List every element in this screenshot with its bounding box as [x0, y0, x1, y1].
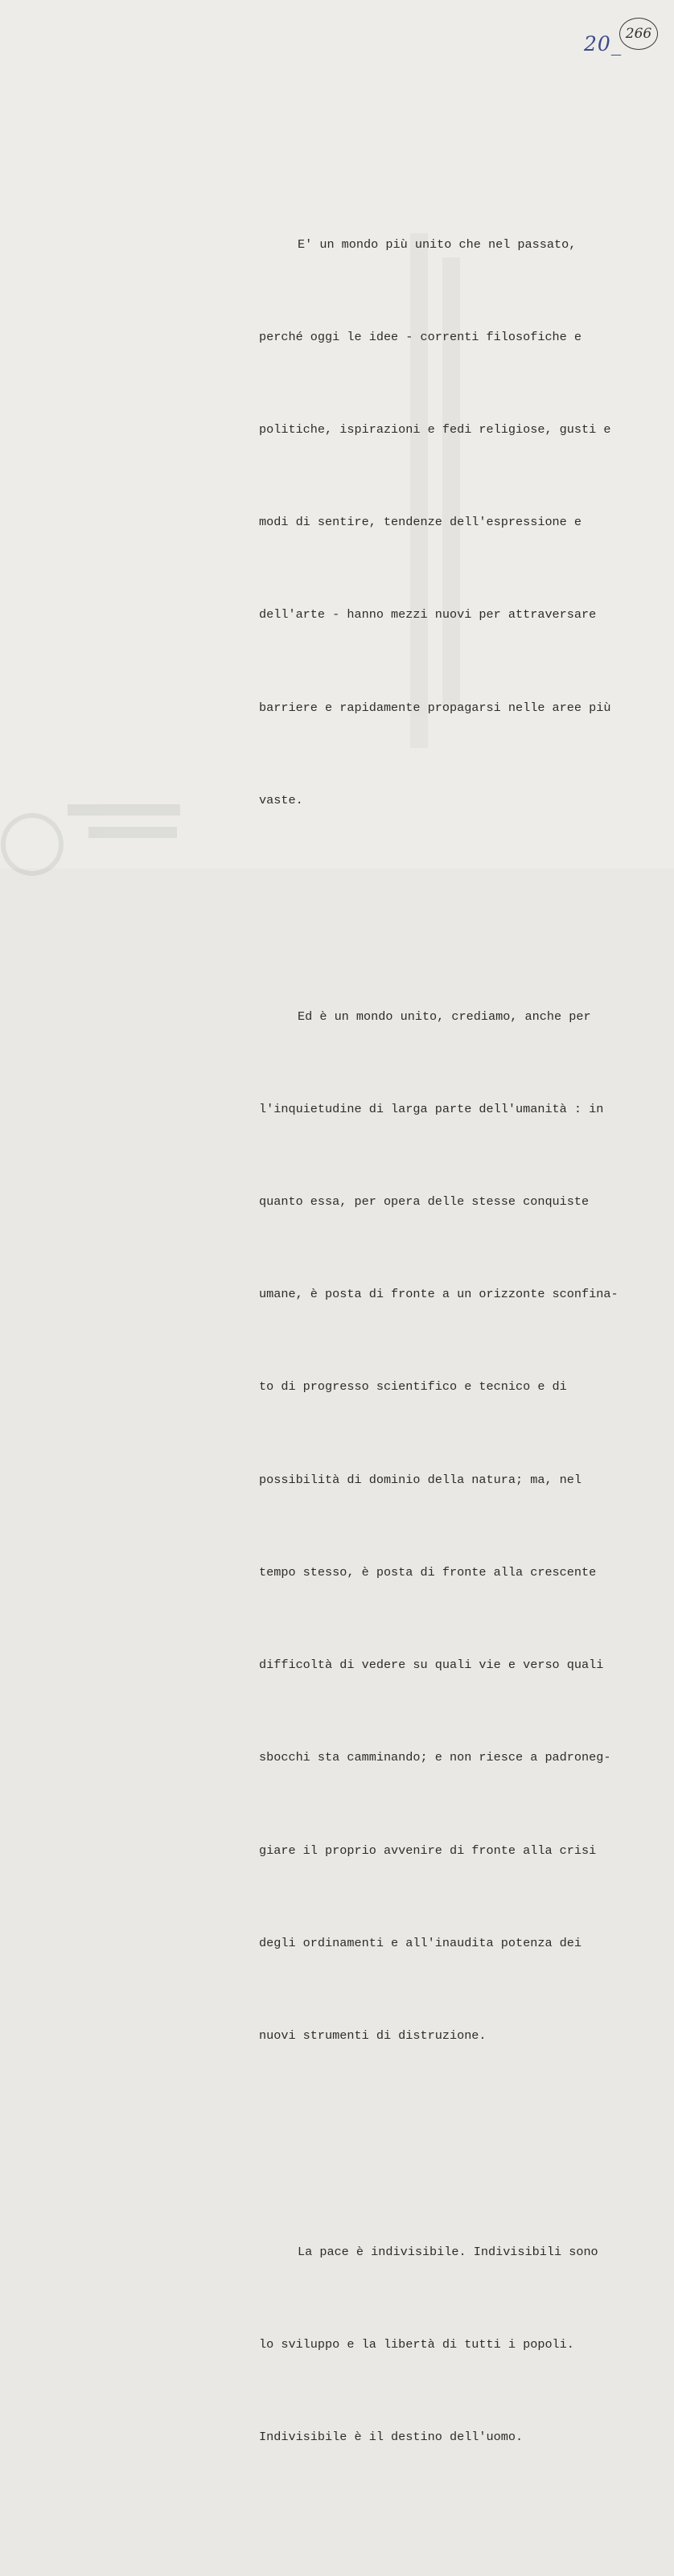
text-line: Ed è un mondo unito, crediamo, anche per	[298, 1009, 591, 1024]
text-line: l'inquietudine di larga parte dell'umanità : in	[259, 1101, 604, 1116]
archive-number-circled: 266	[619, 18, 658, 50]
paragraph-1	[259, 167, 661, 877]
paragraph-2	[259, 939, 661, 2113]
text-line: umane, è posta di fronte a un orizzonte sconfina-	[259, 1287, 619, 1302]
text-line: to di progresso scientifico e tecnico e di	[259, 1379, 567, 1395]
text-line: dell'arte - hanno mezzi nuovi per attraversare	[259, 607, 597, 622]
text-line: La pace è indivisibile. Indivisibili sono	[298, 2244, 598, 2259]
text-line: lo sviluppo e la libertà di tutti i popoli.	[259, 2336, 574, 2352]
text-line: politiche, ispirazioni e fedi religiose, gusti e	[259, 422, 611, 438]
text-line: tempo stesso, è posta di fronte alla crescente	[259, 1564, 597, 1580]
text-line: barriere e rapidamente propagarsi nelle aree più	[259, 700, 611, 715]
text-line: Indivisibile è il destino dell'uomo.	[259, 2430, 524, 2445]
text-line: vaste.	[259, 792, 303, 807]
archive-watermark	[0, 772, 185, 869]
text-line: quanto essa, per opera delle stesse conquiste	[259, 1194, 590, 1210]
text-line: possibilità di dominio della natura; ma, nel	[259, 1472, 582, 1487]
text-line: modi di sentire, tendenze dell'espressione e	[259, 515, 582, 530]
text-line: giare il proprio avvenire di fronte alla crisi	[259, 1843, 597, 1858]
text-line: perché oggi le idee - correnti filosofiche e	[259, 329, 582, 344]
paragraph-3	[259, 2175, 661, 2514]
text-line: E' un mondo più unito che nel passato,	[298, 236, 577, 252]
text-line: sbocchi sta camminando; e non riesce a padroneg-	[259, 1750, 611, 1765]
text-line: difficoltà di vedere su quali vie e verso quali	[259, 1658, 604, 1673]
page-number: 20_	[584, 32, 623, 55]
body-text	[259, 105, 661, 2576]
text-line: degli ordinamenti e all'inaudita potenza dei	[259, 1935, 582, 1950]
text-line: nuovi strumenti di distruzione.	[259, 2028, 487, 2043]
